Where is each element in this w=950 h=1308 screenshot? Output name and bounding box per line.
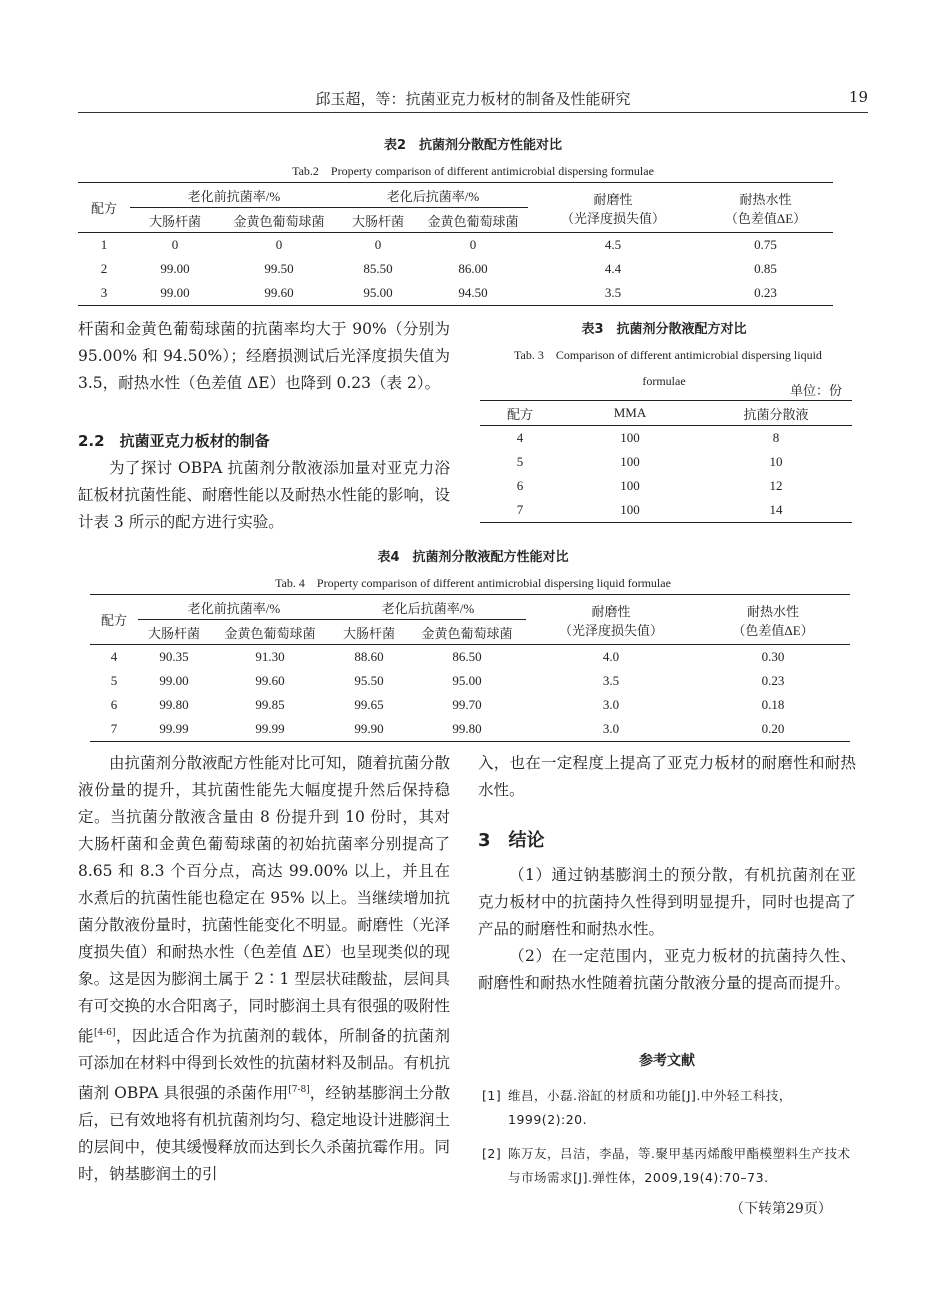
reference-number: [2] <box>482 1146 502 1161</box>
left-column-text-1 <box>78 316 450 397</box>
table4-header-heat: 耐热水性 （色差值ΔE） <box>696 595 850 645</box>
table2 <box>78 182 833 306</box>
table4-caption-en: Tab. 4 Property comparison of different antimicrobial dispersing liquid formulae <box>275 576 671 590</box>
table-cell: 5 <box>110 673 118 688</box>
table-cell: 3 <box>78 281 130 306</box>
table-row <box>90 669 850 693</box>
table4-header-saureus-before: 金黄色葡萄球菌 <box>210 620 330 645</box>
continued-note: （下转第29页） <box>730 1201 832 1217</box>
table4 <box>90 594 850 742</box>
text-run: ，因此适合作为抗菌剂的载体，所制备的抗菌剂可添加在材料中得到长效性的抗菌材料及制品。有机抗菌剂 OBPA 具很强的杀菌作用 <box>78 1027 451 1103</box>
reference-number: [1] <box>482 1088 502 1103</box>
table-cell: 91.30 <box>255 649 285 664</box>
table-cell: 12 <box>769 478 783 493</box>
table-cell: 7 <box>480 498 560 523</box>
references-heading: 参考文献 <box>639 1053 695 1069</box>
table-cell: 88.60 <box>354 649 384 664</box>
table3-caption-en-1: Tab. 3 Comparison of different antimicrobial dispersing liquid <box>514 348 822 362</box>
table-cell: 99.60 <box>220 281 338 306</box>
table-cell: 6 <box>516 478 524 493</box>
table-cell: 4 <box>110 649 118 664</box>
reference-text: 陈万友，吕洁，李晶，等.聚甲基丙烯酸甲酯模塑料生产技术与市场需求[J].弹性体，2009,19(4):70–73. <box>508 1146 851 1185</box>
table-cell: 0 <box>374 237 382 252</box>
table-cell: 0.23 <box>761 673 785 688</box>
paragraph <box>78 750 450 1188</box>
table2-header-saureus-after: 金黄色葡萄球菌 <box>418 208 528 233</box>
table-cell: 99.00 <box>130 281 220 306</box>
table-row <box>480 450 852 474</box>
table-cell: 1 <box>100 237 108 252</box>
table-cell: 99.60 <box>255 673 285 688</box>
table-row <box>480 426 852 451</box>
table-cell: 4.5 <box>604 237 622 252</box>
table-cell: 4 <box>516 430 524 445</box>
table-cell: 99.90 <box>330 717 408 742</box>
table-cell: 3.5 <box>528 281 698 306</box>
table-cell: 99.80 <box>408 717 526 742</box>
table2-header-ecoli-after: 大肠杆菌 <box>338 208 418 233</box>
table2-header-before-aging: 老化前抗菌率/% <box>130 183 338 208</box>
table-row <box>78 257 833 281</box>
table4-header-formula: 配方 <box>90 595 138 645</box>
table2-header-heat: 耐热水性 （色差值ΔE） <box>698 183 833 233</box>
table2-caption-en: Tab.2 Property comparison of different antimicrobial dispersing formulae <box>292 164 654 178</box>
table3-header-dispersion: 抗菌分散液 <box>700 401 852 426</box>
table-cell: 0.23 <box>698 281 833 306</box>
table-cell: 5 <box>516 454 524 469</box>
table-cell: 0 <box>275 237 283 252</box>
table-cell: 99.70 <box>452 697 482 712</box>
table-cell: 0 <box>171 237 179 252</box>
table-cell: 95.00 <box>452 673 482 688</box>
table-row <box>78 233 833 258</box>
table2-header-ecoli-before: 大肠杆菌 <box>130 208 220 233</box>
body-right-column-cont <box>478 750 856 804</box>
table-row <box>90 693 850 717</box>
table-cell: 99.85 <box>255 697 285 712</box>
table3-unit: 单位：份 <box>790 384 843 399</box>
table-cell: 90.35 <box>159 649 189 664</box>
table-cell: 100 <box>560 498 700 523</box>
paragraph: 入，也在一定程度上提高了亚克力板材的耐磨性和耐热水性。 <box>478 754 856 799</box>
conclusion-text <box>478 862 856 997</box>
table-row <box>78 281 833 306</box>
table3-header-formula: 配方 <box>480 401 560 426</box>
table-cell: 0.75 <box>754 237 777 252</box>
table-cell: 95.50 <box>354 673 384 688</box>
table-cell: 6 <box>110 697 118 712</box>
table3-caption-en-2: formulae <box>642 374 686 388</box>
table3-caption-cn: 表3 抗菌剂分散液配方对比 <box>581 322 747 337</box>
table-cell: 86.50 <box>452 649 482 664</box>
table-cell: 99.00 <box>159 673 189 688</box>
table-cell: 99.00 <box>160 261 190 276</box>
table-cell: 99.50 <box>264 261 294 276</box>
table4-header-saureus-after: 金黄色葡萄球菌 <box>408 620 526 645</box>
table-cell: 8 <box>772 430 780 445</box>
table-cell: 94.50 <box>418 281 528 306</box>
table2-header-formula: 配方 <box>78 183 130 233</box>
table-row <box>480 498 852 523</box>
reference-item <box>482 1142 856 1190</box>
table-cell: 99.65 <box>354 697 384 712</box>
citation: [4-6] <box>93 1028 116 1038</box>
table-cell: 3.5 <box>602 673 620 688</box>
table-row <box>90 717 850 742</box>
paragraph: （2）在一定范围内，亚克力板材的抗菌持久性、耐磨性和耐热水性随着抗菌分散液分量的提高而提升。 <box>478 947 856 992</box>
table4-header-before-aging: 老化前抗菌率/% <box>138 595 330 620</box>
table3 <box>480 400 852 523</box>
table-cell: 99.99 <box>138 717 210 742</box>
table4-caption-cn: 表4 抗菌剂分散液配方性能对比 <box>377 550 569 565</box>
table-cell: 100 <box>620 454 640 469</box>
table-cell: 4.0 <box>602 649 620 664</box>
table3-header-mma: MMA <box>560 401 700 426</box>
text-run: 由抗菌剂分散液配方性能对比可知，随着抗菌分散液份量的提升，其抗菌性能先大幅度提升然后保持稳定。当抗菌分散液含量由 8 份提升到 10 份时，其对大肠杆菌和金黄色葡萄球菌的初始抗菌率分别提高了 8.65 和 8.3 个百分点，高达 99.00% 以上，并且在水煮后的抗菌性能也稳定在 95% 以上。当继续增加抗菌分散液份量时，抗菌性能变化不明显。耐磨性（光泽度损失值）和耐热水性（色差值 ΔE）也呈现类似的现象。这是因为膨润土属于 2∶1 型层状硅酸盐，层间具有可交换的水合阳离子，同时膨润土具有很强的吸附性能 <box>78 754 451 1046</box>
table-cell: 0.18 <box>761 697 785 712</box>
body-left-column <box>78 750 450 1188</box>
left-column-text-2 <box>78 455 450 536</box>
table-cell: 99.80 <box>159 697 189 712</box>
table-cell: 4.4 <box>604 261 622 276</box>
table-cell: 0.30 <box>761 649 785 664</box>
table-cell: 0.20 <box>696 717 850 742</box>
table-row <box>480 474 852 498</box>
table2-caption-cn: 表2 抗菌剂分散配方性能对比 <box>383 138 563 153</box>
table-row <box>90 645 850 670</box>
table4-header-ecoli-before: 大肠杆菌 <box>138 620 210 645</box>
table-cell: 86.00 <box>458 261 488 276</box>
table4-header-ecoli-after: 大肠杆菌 <box>330 620 408 645</box>
table-cell: 3.0 <box>602 697 620 712</box>
table4-header-after-aging: 老化后抗菌率/% <box>330 595 526 620</box>
table4-header-wear: 耐磨性 （光泽度损失值） <box>526 595 696 645</box>
table2-header-wear: 耐磨性 （光泽度损失值） <box>528 183 698 233</box>
section-heading-3: 3 结论 <box>478 830 545 851</box>
table-cell: 99.99 <box>210 717 330 742</box>
table-cell: 100 <box>620 478 640 493</box>
table-cell: 0 <box>469 237 477 252</box>
paragraph: （1）通过钠基膨润土的预分散，有机抗菌剂在亚克力板材中的抗菌持久性得到明显提升，同时也提高了产品的耐磨性和耐热水性。 <box>478 866 856 938</box>
table2-header-after-aging: 老化后抗菌率/% <box>338 183 528 208</box>
table-cell: 14 <box>700 498 852 523</box>
section-heading-2-2: 2.2 抗菌亚克力板材的制备 <box>78 432 270 450</box>
table-cell: 10 <box>769 454 783 469</box>
citation: [7-8] <box>288 1085 310 1096</box>
running-title: 邱玉超，等：抗菌亚克力板材的制备及性能研究 <box>315 90 631 108</box>
table-cell: 0.85 <box>754 261 777 276</box>
table-cell: 7 <box>90 717 138 742</box>
paragraph: 杆菌和金黄色葡萄球菌的抗菌率均大于 90%（分别为 95.00% 和 94.50%）；经磨损测试后光泽度损失值为 3.5，耐热水性（色差值 ΔE）也降到 0.23（表 2）。 <box>78 320 450 392</box>
text-run: ，经钠基膨润土分散后，已有效地将有机抗菌剂均匀、稳定地设计进膨润土的层间中，使其缓慢释放而达到长久杀菌抗霉作用。同时，钠基膨润土的引 <box>78 1084 451 1184</box>
table2-header-saureus-before: 金黄色葡萄球菌 <box>220 208 338 233</box>
table-cell: 100 <box>620 430 640 445</box>
table-cell: 85.50 <box>363 261 393 276</box>
reference-item <box>482 1084 856 1132</box>
table-cell: 3.0 <box>526 717 696 742</box>
page-number: 19 <box>848 88 868 106</box>
paragraph: 为了探讨 OBPA 抗菌剂分散液添加量对亚克力浴缸板材抗菌性能、耐磨性能以及耐热水性能的影响，设计表 3 所示的配方进行实验。 <box>78 459 451 531</box>
reference-text: 维昌，小磊.浴缸的材质和功能[J].中外轻工科技，1999(2):20. <box>508 1088 792 1127</box>
page-header <box>78 86 868 113</box>
table-cell: 2 <box>100 261 108 276</box>
table-cell: 95.00 <box>338 281 418 306</box>
